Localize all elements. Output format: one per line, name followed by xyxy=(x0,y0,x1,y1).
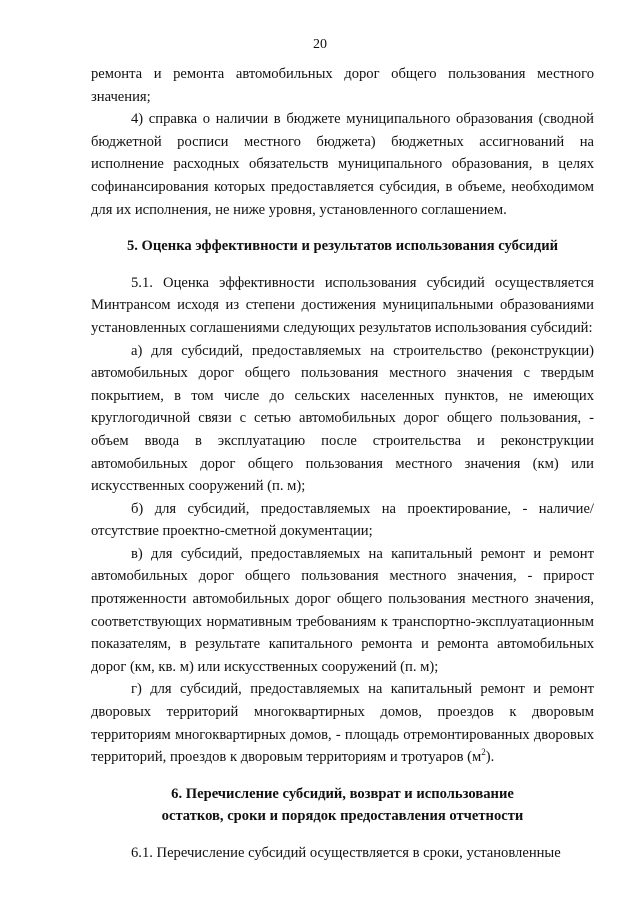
paragraph-5-1-g-end: ). xyxy=(485,749,495,766)
paragraph-5-1-b: б) для субсидий, предоставляемых на проектирование, - наличие/отсутствие проектно-сметной документации; xyxy=(91,500,594,540)
paragraph-5-1-v: в) для субсидий, предоставляемых на капитальный ремонт и ремонт автомобильных дорог общего пользования местного значения, - прирост протяженности автомобильных дорог общего пользования местного значения, соответствующих нормативным требованиям к транспортно-эксплуатационным показателям, в результате капитального ремонта и ремонта автомобильных дорог (км, кв. м) или искусственных сооружений (п. м); xyxy=(91,545,594,675)
page-number: 20 xyxy=(313,37,327,52)
paragraph-continuation: ремонта и ремонта автомобильных дорог общего пользования местного значения; xyxy=(91,66,594,105)
paragraph-item-4: 4) справка о наличии в бюджете муниципального образования (сводной бюджетной росписи местного бюджета) бюджетных ассигнований на исполнение расходных обязательств муниципального образования, в целях софинансирования которых предоставляется субсидия, в объеме, необходимом для их исполнения, не ниже уровня, установленного соглашением. xyxy=(91,111,594,218)
section-6-heading-line-2: остатков, сроки и порядок предоставления отчетности xyxy=(161,808,524,825)
section-6-heading-line-1: 6. Перечисление субсидий, возврат и использование xyxy=(171,785,514,802)
paragraph-6-1: 6.1. Перечисление субсидий осуществляется в сроки, установленные xyxy=(131,845,561,861)
section-5-heading: 5. Оценка эффективности и результатов использования субсидий xyxy=(126,238,559,255)
superscript-2: 2 xyxy=(481,747,486,758)
paragraph-5-1-a: а) для субсидий, предоставляемых на строительство (реконструкции) автомобильных дорог общего пользования местного значения с твердым покрытием, в том числе до сельских населенных пунктов, не имеющих круглогодичной связи с сетью автомобильных дорог общего пользования, - объем ввода в эксплуатацию после строительства и реконструкции автомобильных дорог общего пользования местного значения (км) или искусственных сооружений (п. м); xyxy=(91,342,594,495)
paragraph-5-1-g xyxy=(91,678,594,768)
document-body xyxy=(91,63,594,865)
paragraph-5-1: 5.1. Оценка эффективности использования субсидий осуществляется Минтрансом исходя из степени достижения муниципальными образованиями установленных соглашениями следующих результатов использования субсидий: xyxy=(91,274,594,336)
paragraph-5-1-g-text: г) для субсидий, предоставляемых на капитальный ремонт и ремонт дворовых территорий многоквартирных домов, проездов к дворовым территориям многоквартирных домов, - площадь отремонтированных дворовых территорий, проездов к дворовым территориям и тротуаров (м xyxy=(91,681,594,766)
